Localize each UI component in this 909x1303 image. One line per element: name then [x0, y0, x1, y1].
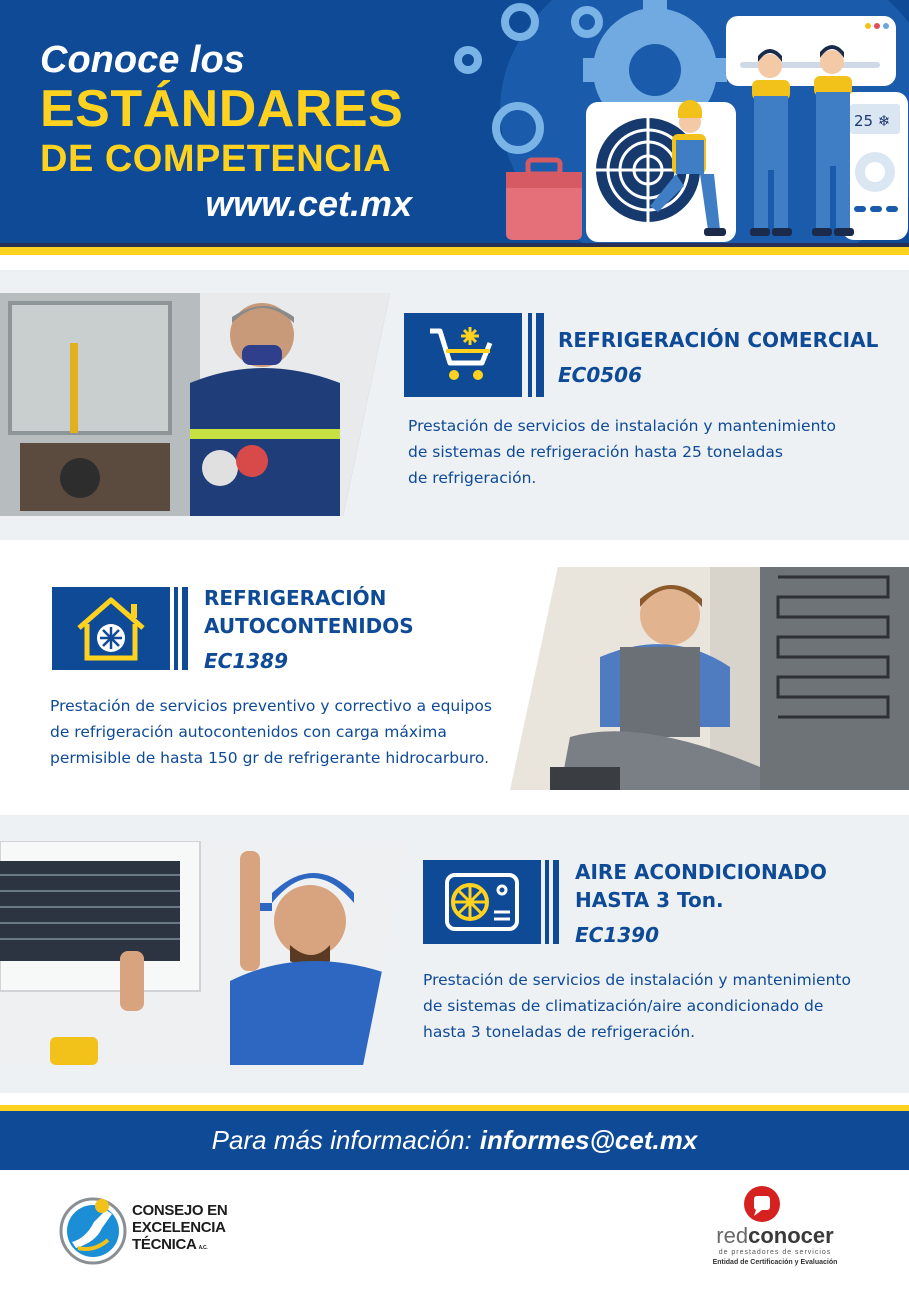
conocer-word-conocer: conocer: [748, 1223, 834, 1248]
header-divider-yellow: [0, 247, 909, 255]
badge-divider: [553, 860, 559, 944]
small-gear-icon: [458, 7, 599, 150]
cart-snowflake-icon: [428, 325, 498, 385]
header-text: [40, 38, 420, 226]
badge-divider: [174, 587, 178, 670]
standard-section-ec1390: [0, 815, 909, 1093]
cet-logo-line: TÉCNICA: [132, 1236, 197, 1253]
remote-display: 25 ❄: [854, 112, 891, 130]
standard-title: REFRIGERACIÓN COMERCIAL: [558, 328, 879, 352]
standard-title: AIRE ACONDICIONADO: [575, 860, 827, 884]
badge-box: [404, 313, 522, 397]
conocer-wordmark: [705, 1223, 845, 1249]
badge-ec1390: [423, 860, 559, 944]
badge-ec0506: [404, 313, 544, 397]
badge-divider: [536, 313, 544, 397]
cet-logo-suffix: A.C.: [198, 1245, 208, 1251]
technician-photo-commercial: [0, 293, 390, 516]
ac-unit-icon: [444, 872, 520, 932]
badge-divider: [545, 860, 549, 944]
badge-ec1389: [52, 587, 188, 670]
technician-photo-ac: [0, 841, 408, 1065]
standard-title: AUTOCONTENIDOS: [204, 614, 414, 638]
standard-code: EC1390: [575, 923, 660, 947]
standard-title: REFRIGERACIÓN: [204, 586, 387, 610]
header-banner: [0, 0, 909, 243]
contact-label: Para más información:: [211, 1125, 472, 1155]
standard-section-ec1389: [0, 540, 909, 815]
ac-wall-unit: [726, 16, 896, 86]
contact-band: [0, 1111, 909, 1170]
badge-divider: [182, 587, 188, 670]
cet-logo-line: CONSEJO EN: [132, 1202, 228, 1219]
conocer-tagline: de prestadores de servicios: [718, 1249, 832, 1256]
cet-emblem-icon: [58, 1196, 128, 1266]
conocer-word-red: red: [716, 1223, 749, 1248]
remote-control-icon: [842, 92, 908, 240]
contact-email-link[interactable]: informes@cet.mx: [479, 1125, 698, 1155]
header-subtitle: DE COMPETENCIA: [40, 138, 392, 180]
technicians-illustration: [440, 0, 909, 243]
technician-photo-autocontained: [510, 567, 909, 790]
cet-logo[interactable]: [58, 1192, 228, 1268]
cet-logo-line: EXCELENCIA: [132, 1219, 226, 1236]
red-conocer-logo[interactable]: [700, 1185, 850, 1275]
standard-description: Prestación de servicios preventivo y correctivo a equipos de refrigeración autocontenidos con carga máxima permisible de hasta 150 gr de refrigerante hidrocarburo.: [50, 697, 492, 767]
house-snowflake-icon: [73, 596, 149, 662]
header-title: ESTÁNDARES: [40, 80, 404, 138]
header-url[interactable]: www.cet.mx: [205, 183, 412, 224]
standard-code: EC1389: [204, 649, 289, 673]
standard-description: Prestación de servicios de instalación y mantenimiento de sistemas de refrigeración hasta 25 toneladas de refrigeración.: [408, 417, 836, 487]
cet-logo-text: [132, 1202, 227, 1257]
badge-divider: [528, 313, 532, 397]
toolbox-icon: [506, 160, 582, 240]
conocer-entity: Entidad de Certificación y Evaluación: [712, 1259, 838, 1266]
badge-box: [423, 860, 541, 944]
standard-description: Prestación de servicios de instalación y mantenimiento de sistemas de climatización/aire acondicionado de hasta 3 toneladas de refrigeración.: [423, 971, 851, 1041]
standard-code: EC0506: [558, 363, 643, 387]
conocer-emblem-icon: [740, 1185, 784, 1225]
badge-box: [52, 587, 170, 670]
header-intro: Conoce los: [40, 39, 245, 81]
standard-title: HASTA 3 Ton.: [575, 888, 724, 912]
standard-section-ec0506: [0, 270, 909, 540]
